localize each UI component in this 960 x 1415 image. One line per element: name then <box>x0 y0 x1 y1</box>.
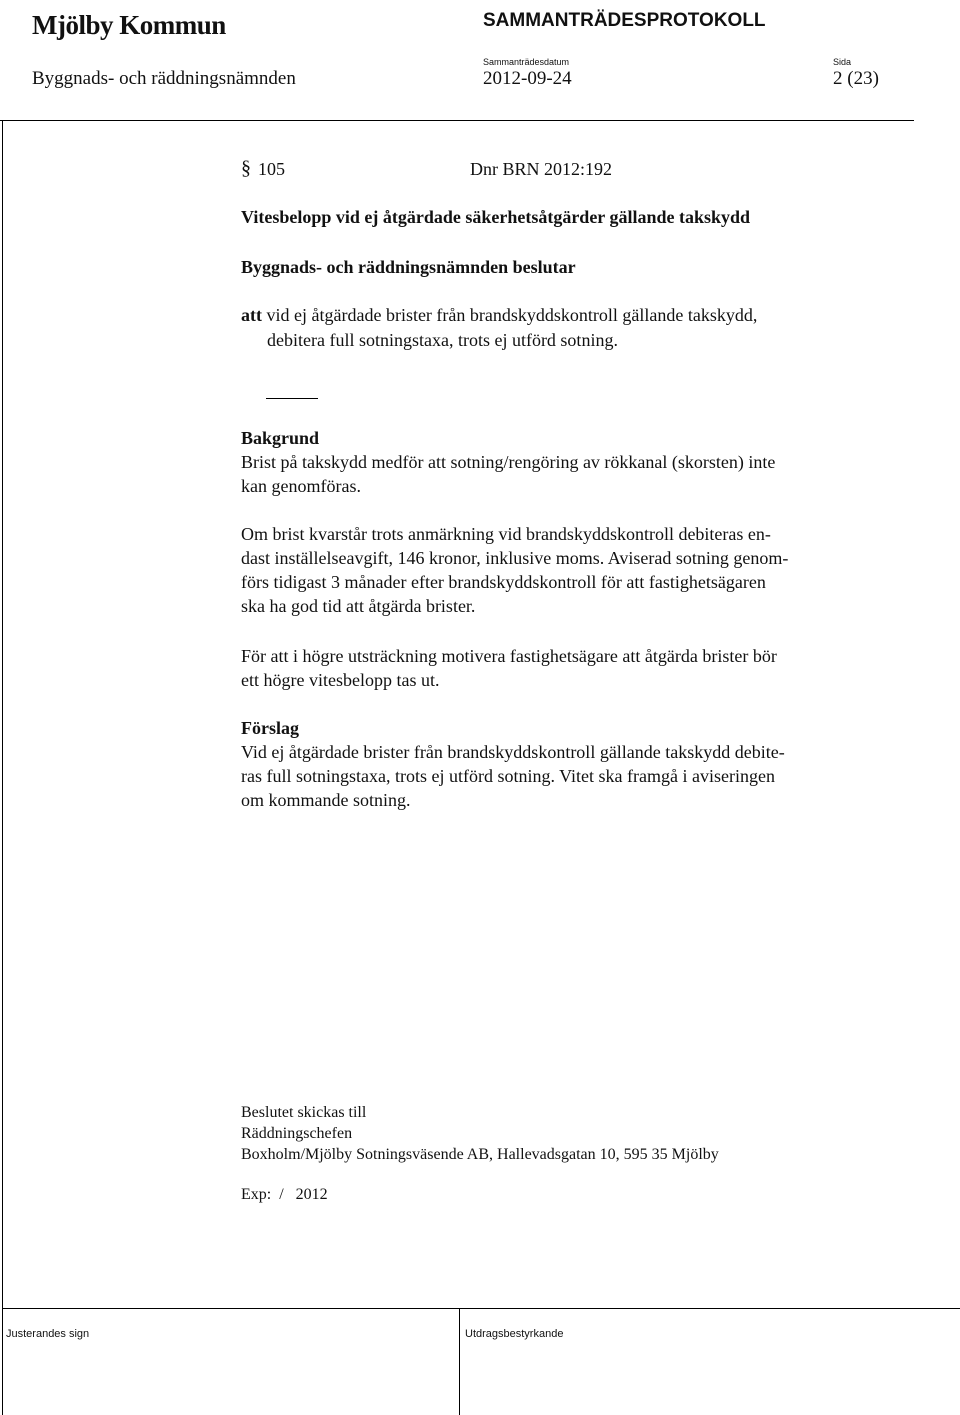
date-label: Sammanträdesdatum <box>483 57 570 67</box>
background-heading: Bakgrund <box>241 428 320 448</box>
background-p3-line2: ett högre vitesbelopp tas ut. <box>241 670 440 690</box>
distribution-heading: Beslutet skickas till <box>241 1104 367 1121</box>
decision-heading: Byggnads- och räddningsnämnden beslutar <box>241 257 576 277</box>
att-word: att <box>241 305 262 325</box>
page-label: Sida <box>833 57 852 67</box>
proposal-line1: Vid ej åtgärdade brister från brandskyddskontroll gällande takskydd debite- <box>241 742 785 762</box>
department-name: Byggnads- och räddningsnämnden <box>32 68 296 89</box>
background-p2-line1: Om brist kvarstår trots anmärkning vid brandskyddskontroll debiteras en- <box>241 524 771 544</box>
background-paragraph-2 <box>241 522 881 618</box>
background-p3-line1: För att i högre utsträckning motivera fastighetsägare att åtgärda brister bör <box>241 646 777 666</box>
background-p2-line2: dast inställelseavgift, 146 kronor, inklusive moms. Aviserad sotning genom- <box>241 548 789 568</box>
proposal-line2: ras full sotningstaxa, trots ej utförd sotning. Vitet ska framgå i aviseringen <box>241 766 775 786</box>
meeting-date: 2012-09-24 <box>483 68 572 89</box>
proposal-line3: om kommande sotning. <box>241 790 411 810</box>
distribution-list <box>241 1102 881 1165</box>
separator-rule <box>266 398 318 399</box>
diary-number: Dnr BRN 2012:192 <box>470 159 613 179</box>
background-paragraph-3 <box>241 644 881 692</box>
left-frame-line <box>2 120 3 1415</box>
organization-name: Mjölby Kommun <box>32 10 226 40</box>
background-section <box>241 426 881 498</box>
header-rule <box>0 120 914 121</box>
section-mark: § <box>241 157 251 179</box>
footer-divider <box>459 1308 460 1415</box>
decision-line-2: debitera full sotningstaxa, trots ej utförd sotning. <box>267 330 618 350</box>
footer-rule <box>2 1308 960 1309</box>
paragraph-number: 105 <box>258 159 285 179</box>
item-title: Vitesbelopp vid ej åtgärdade säkerhetsåtgärder gällande takskydd <box>241 207 751 227</box>
decision-line-1: vid ej åtgärdade brister från brandskyddskontroll gällande takskydd, <box>262 305 758 325</box>
background-p1-line2: kan genomföras. <box>241 476 361 496</box>
distribution-recipient-1: Räddningschefen <box>241 1125 353 1142</box>
expedition-note: Exp: / 2012 <box>241 1186 328 1203</box>
proposal-section <box>241 716 881 812</box>
proposal-heading: Förslag <box>241 718 299 738</box>
certifier-label: Utdragsbestyrkande <box>465 1328 564 1340</box>
signature-label: Justerandes sign <box>6 1328 90 1340</box>
page-number: 2 (23) <box>833 68 879 89</box>
decision-text <box>241 303 757 353</box>
background-p1-line1: Brist på takskydd medför att sotning/rengöring av rökkanal (skorsten) inte <box>241 452 776 472</box>
background-p2-line4: ska ha god tid att åtgärda brister. <box>241 596 476 616</box>
background-p2-line3: förs tidigast 3 månader efter brandskyddskontroll för att fastighetsägaren <box>241 572 766 592</box>
document-type: SAMMANTRÄDESPROTOKOLL <box>483 10 766 31</box>
distribution-recipient-2: Boxholm/Mjölby Sotningsväsende AB, Hallevadsgatan 10, 595 35 Mjölby <box>241 1146 719 1163</box>
